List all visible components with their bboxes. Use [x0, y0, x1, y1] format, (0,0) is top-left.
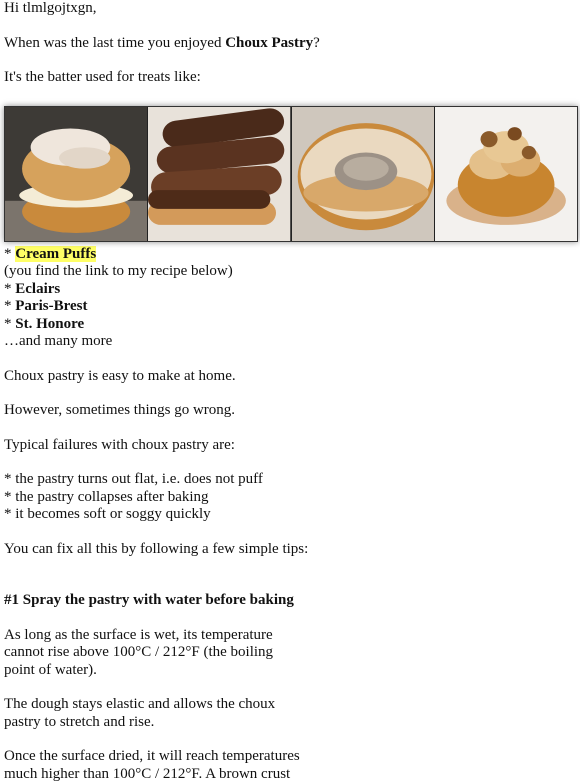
tip1-line: cannot rise above 100°C / 212°F (the boiling	[4, 644, 576, 662]
easy-text: Choux pastry is easy to make at home.	[4, 368, 576, 386]
eclairs-label: Eclairs	[15, 281, 60, 297]
tip1-line: As long as the surface is wet, its temperature	[4, 627, 576, 645]
cream-puff-photo	[5, 107, 148, 241]
greeting: Hi tlmlgojtxgn,	[4, 0, 576, 18]
many-more: …and many more	[4, 333, 576, 351]
list-item-st-honore	[4, 316, 576, 334]
tip1-line: Once the surface dried, it will reach temperatures	[4, 748, 576, 766]
choux-pastry-bold: Choux Pastry	[225, 35, 313, 51]
paris-brest-photo	[292, 107, 435, 241]
tip1-line: point of water).	[4, 662, 576, 680]
pastry-photo-strip[interactable]	[4, 106, 578, 242]
fix-text: You can fix all this by following a few simple tips:	[4, 541, 576, 559]
tip1-line: The dough stays elastic and allows the choux	[4, 696, 576, 714]
intro-question-mark: ?	[313, 35, 320, 51]
failure-item: * the pastry collapses after baking	[4, 489, 576, 507]
cream-puffs-link[interactable]: Cream Puffs	[15, 246, 96, 262]
email-body	[4, 0, 576, 783]
intro-line	[4, 35, 576, 53]
list-item-paris-brest	[4, 298, 576, 316]
list-item-eclairs	[4, 281, 576, 299]
paris-brest-label: Paris-Brest	[15, 298, 87, 314]
treats-lead: It's the batter used for treats like:	[4, 69, 576, 87]
list-item-cream-puffs	[4, 246, 576, 264]
recipe-note: (you find the link to my recipe below)	[4, 263, 576, 281]
tip1-line: pastry to stretch and rise.	[4, 714, 576, 732]
bullet: *	[4, 281, 15, 297]
tip1-line: much higher than 100°C / 212°F. A brown crust	[4, 766, 576, 783]
wrong-text: However, sometimes things go wrong.	[4, 402, 576, 420]
st-honore-photo	[435, 107, 577, 241]
bullet: *	[4, 316, 15, 332]
tip1-heading: #1 Spray the pastry with water before baking	[4, 592, 576, 610]
eclairs-photo	[148, 107, 291, 241]
failures-lead: Typical failures with choux pastry are:	[4, 437, 576, 455]
bullet: *	[4, 298, 15, 314]
bullet: *	[4, 246, 15, 262]
failure-item: * the pastry turns out flat, i.e. does not puff	[4, 471, 576, 489]
failure-item: * it becomes soft or soggy quickly	[4, 506, 576, 524]
st-honore-label: St. Honore	[15, 316, 84, 332]
intro-text: When was the last time you enjoyed	[4, 35, 225, 51]
